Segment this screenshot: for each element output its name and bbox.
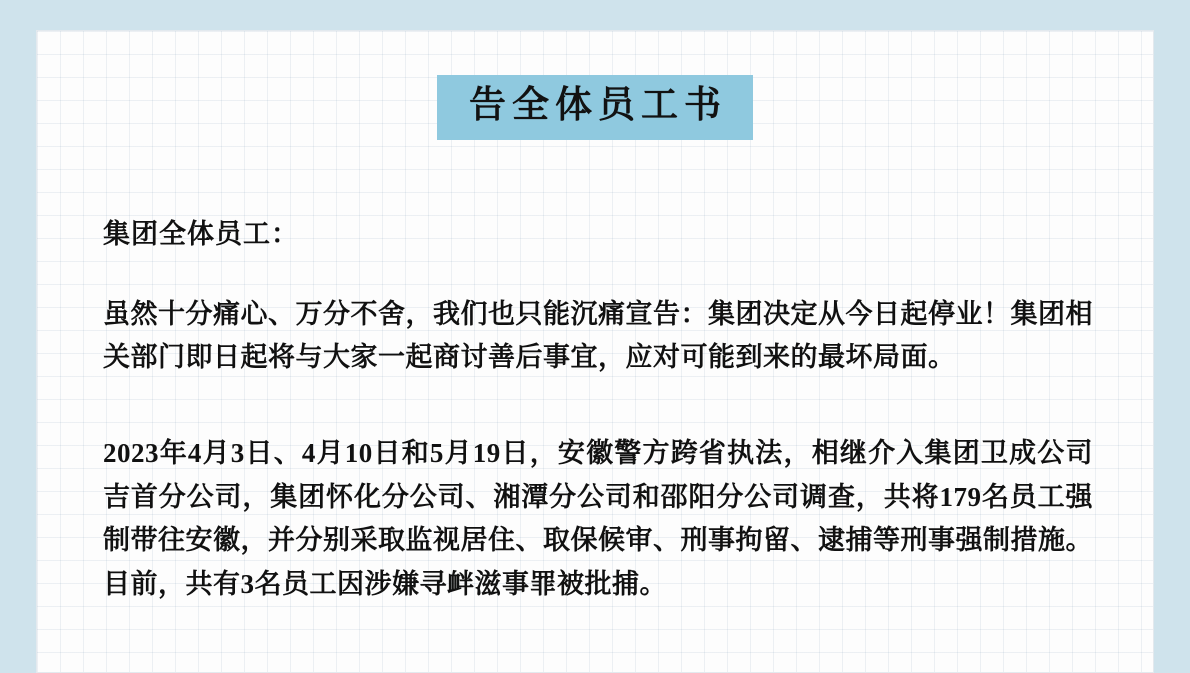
title-row bbox=[75, 75, 1115, 140]
document-sheet bbox=[36, 30, 1154, 673]
paragraph-2: 2023年4月3日、4月10日和5月19日，安徽警方跨省执法，相继介入集团卫成公司吉首分公司，集团怀化分公司、湘潭分公司和邵阳分公司调查，共将179名员工强制带往安徽，并分别采取监视居住、取保候审、刑事拘留、逮捕等刑事强制措施。目前，共有3名员工因涉嫌寻衅滋事罪被批捕。 bbox=[103, 438, 1093, 600]
page-title: 告全体员工书 bbox=[437, 75, 753, 140]
document-body bbox=[37, 31, 1153, 672]
paragraph-1: 虽然十分痛心、万分不舍，我们也只能沉痛宣告：集团决定从今日起停业！集团相关部门即日起将与大家一起商讨善后事宜，应对可能到来的最坏局面。 bbox=[103, 298, 1093, 373]
salutation: 集团全体员工： bbox=[103, 218, 299, 249]
